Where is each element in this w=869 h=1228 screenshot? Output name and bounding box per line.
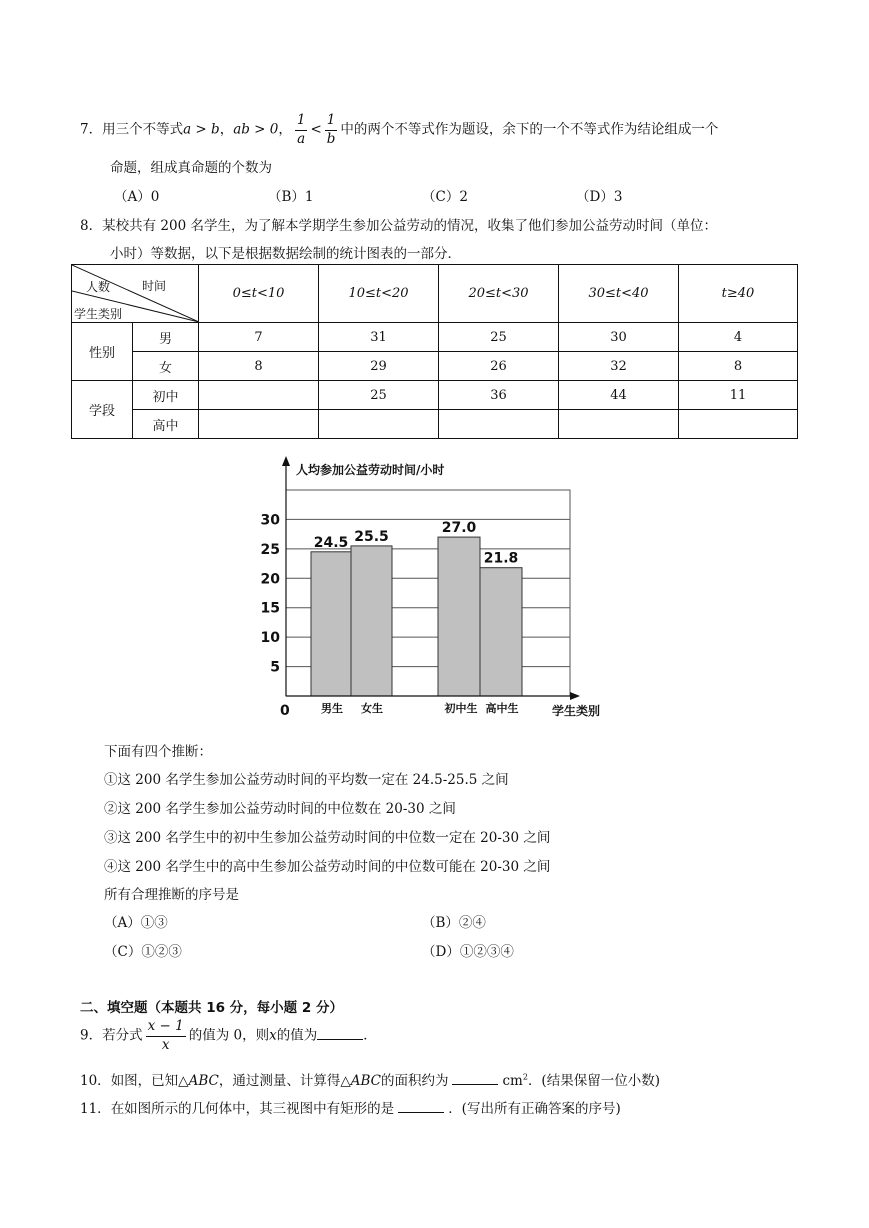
table-cell: 25 [439, 323, 559, 352]
bar-chart [258, 452, 610, 727]
bar [480, 568, 522, 696]
table-cell: 44 [559, 381, 679, 410]
y-tick-label: 15 [260, 600, 280, 617]
category-label: 高中生 [485, 702, 519, 715]
q7-inequality-1: a > b [183, 121, 220, 138]
q11-line: 11．在如图所示的几何体中，其三视图中有矩形的是 ．(写出所有正确答案的序号) [80, 1101, 621, 1117]
q8-option-a: （A）①③ [104, 915, 168, 931]
q7-option-c: （C）2 [422, 189, 468, 205]
col-header-1: 10≤t<20 [319, 265, 439, 323]
q7-option-a: （A）0 [114, 189, 160, 205]
table-cell [319, 410, 439, 439]
q10-line: 10．如图，已知△ABC，通过测量、计算得△ABC的面积约为 $cm^2$．(结果保留一位小数) [80, 1072, 660, 1089]
table-cell [559, 410, 679, 439]
table-cell: 8 [679, 352, 798, 381]
col-header-0: 0≤t<10 [199, 265, 319, 323]
q8-line2: 小时）等数据，以下是根据数据绘制的统计图表的一部分． [110, 246, 461, 262]
table-cell: 36 [439, 381, 559, 410]
table-row [72, 352, 798, 381]
q7-option-b: （B）1 [268, 189, 314, 205]
inference-2: ②这 200 名学生参加公益劳动时间的中位数在 20-30 之间 [104, 801, 456, 817]
y-axis-arrow [282, 456, 290, 466]
bar-value-label: 27.0 [441, 520, 477, 537]
y-tick-label: 25 [260, 541, 280, 558]
q7-tail: 中的两个不等式作为题设，余下的一个不等式作为结论组成一个 [340, 121, 719, 138]
q8-option-b: （B）②④ [422, 915, 486, 931]
q7-fraction-a: $\frac{1}{a}$ [296, 112, 306, 147]
q7-line1: 7．用三个不等式a > b，ab > 0， $\frac{1}{a}$ < $\frac{1}{b}$ 中的两个不等式作为题设，余下的一个不等式作为结论组成一个 [80, 112, 719, 147]
table-cell: 8 [199, 352, 319, 381]
q11-answer-blank[interactable] [398, 1111, 444, 1113]
header-category: 学生类别 [74, 307, 123, 321]
category-label: 女生 [361, 702, 383, 715]
table-cell: 31 [319, 323, 439, 352]
row-label: 男 [133, 323, 199, 352]
table-corner-cell [72, 265, 199, 323]
inference-4: ④这 200 名学生中的高中生参加公益劳动时间的中位数可能在 20-30 之间 [104, 859, 551, 875]
row-label: 高中 [133, 410, 199, 439]
group-stage: 学段 [72, 381, 133, 439]
table-row [72, 323, 798, 352]
y-tick-label: 5 [270, 659, 280, 676]
col-header-2: 20≤t<30 [439, 265, 559, 323]
bar-value-label: 25.5 [354, 528, 389, 545]
section-2-title: 二、填空题（本题共 16 分，每小题 2 分） [80, 1000, 343, 1016]
inference-3: ③这 200 名学生中的初中生参加公益劳动时间的中位数一定在 20-30 之间 [104, 830, 551, 846]
chart-y-axis-label: 人均参加公益劳动时间/小时 [296, 463, 445, 477]
col-header-3: 30≤t<40 [559, 265, 679, 323]
table-cell [679, 410, 798, 439]
row-label: 初中 [133, 381, 199, 410]
chart-ticks [261, 512, 281, 675]
table-cell: 30 [559, 323, 679, 352]
q9-answer-blank[interactable] [317, 1038, 363, 1040]
chart-categories [321, 701, 519, 715]
header-time: 时间 [142, 279, 167, 293]
q10-answer-blank[interactable] [452, 1083, 498, 1085]
q7-intro: 用三个不等式 [102, 121, 184, 138]
category-label: 初中生 [444, 702, 478, 715]
y-tick-label: 10 [260, 630, 280, 647]
bar [311, 552, 351, 696]
table-cell: 25 [319, 381, 439, 410]
table-row [72, 410, 798, 439]
table-header-row [72, 265, 798, 323]
table-cell: 29 [319, 352, 439, 381]
y-tick-label: 30 [260, 512, 280, 529]
bar-value-label: 24.5 [313, 534, 349, 551]
chart-x-axis-label: 学生类别 [552, 704, 601, 718]
group-gender: 性别 [72, 323, 133, 381]
x-axis-arrow [570, 692, 580, 700]
header-people: 人数 [86, 280, 111, 294]
q8-ask: 所有合理推断的序号是 [104, 887, 239, 903]
table-row [72, 381, 798, 410]
q7-line2: 命题，组成真命题的个数为 [110, 160, 272, 176]
q9-line: 9．若分式 $\frac{x - 1}{x}$ 的值为 0，则x的值为 ． [80, 1018, 377, 1053]
col-header-4: t≥40 [679, 265, 798, 323]
stat-table [71, 264, 798, 439]
table-cell [199, 381, 319, 410]
row-label: 女 [133, 352, 199, 381]
table-cell: 7 [199, 323, 319, 352]
bar [438, 537, 480, 696]
inference-1: ①这 200 名学生参加公益劳动时间的平均数一定在 24.5-25.5 之间 [104, 772, 509, 788]
y-tick-label: 20 [260, 571, 280, 588]
q7-fraction-b: $\frac{1}{b}$ [326, 112, 336, 147]
table-cell: 26 [439, 352, 559, 381]
q8-option-c: （C）①②③ [104, 944, 182, 960]
bar-value-label: 21.8 [483, 550, 519, 567]
q8-line1: 8．某校共有 200 名学生，为了解本学期学生参加公益劳动的情况，收集了他们参加公益劳动时间（单位： [80, 218, 717, 234]
q8-inferences-intro: 下面有四个推断： [104, 744, 212, 760]
q9-fraction: $\frac{x - 1}{x}$ [147, 1018, 184, 1053]
table-cell: 4 [679, 323, 798, 352]
table-cell: 32 [559, 352, 679, 381]
q7-number: 7． [80, 121, 103, 138]
bar [351, 546, 392, 696]
table-cell [199, 410, 319, 439]
category-label: 男生 [321, 702, 343, 715]
q7-inequality-2: ab > 0 [233, 121, 279, 138]
q7-option-d: （D）3 [576, 189, 623, 205]
q8-option-d: （D）①②③④ [422, 944, 514, 960]
table-cell: 11 [679, 381, 798, 410]
table-cell [439, 410, 559, 439]
chart-origin-label: 0 [280, 703, 290, 719]
